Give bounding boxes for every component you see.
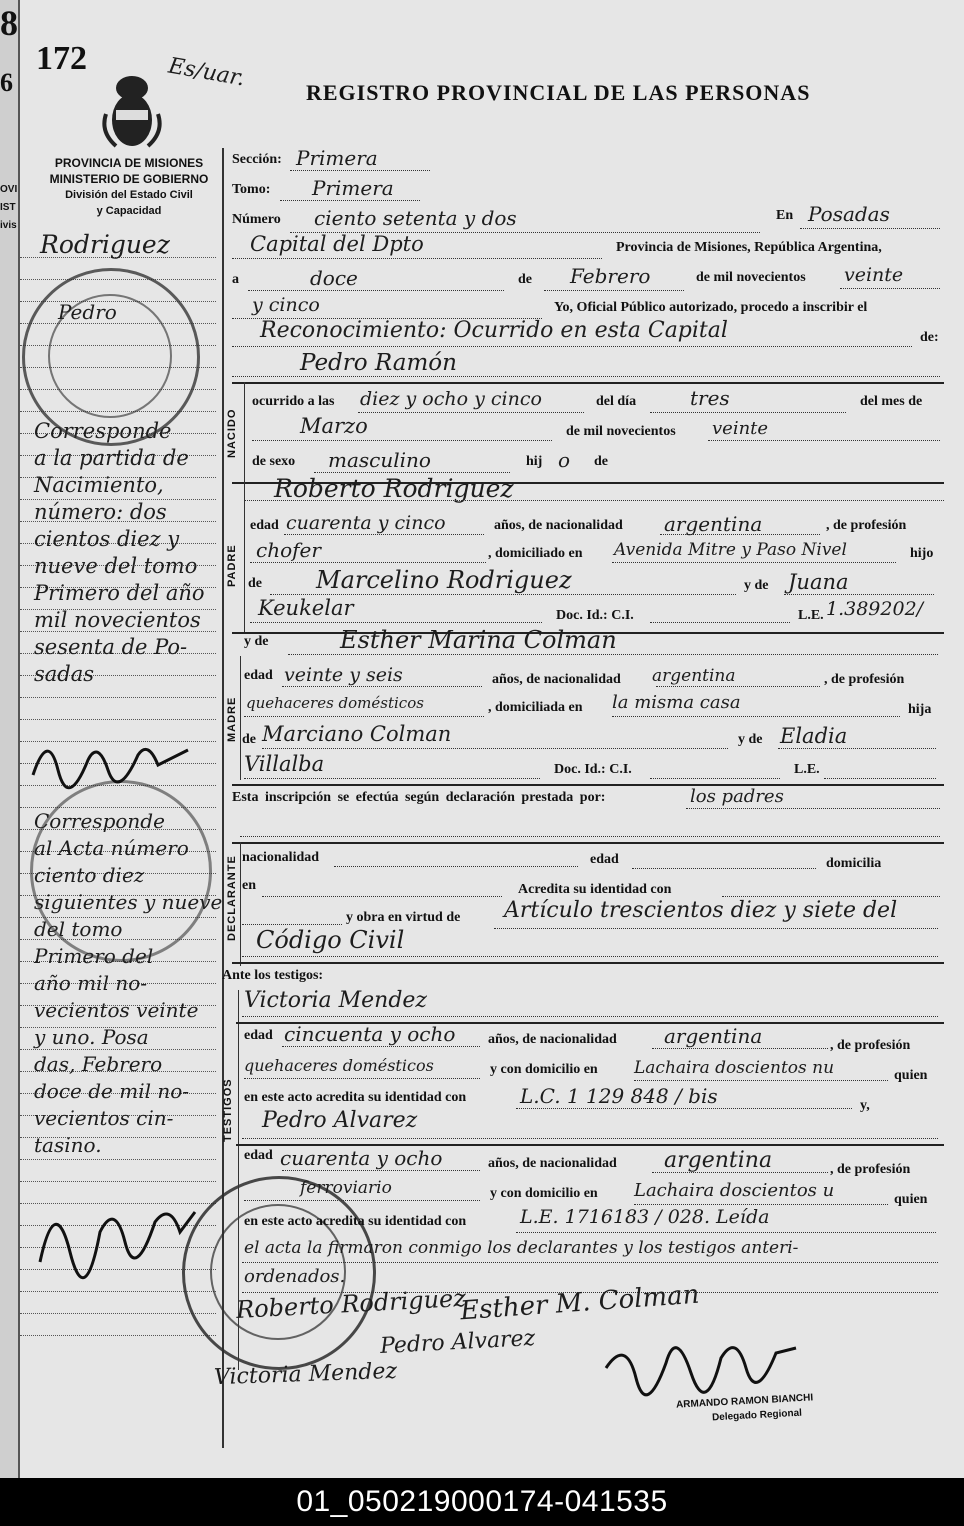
label-y-de: y de xyxy=(744,578,769,593)
annotation-line: nueve del tomo xyxy=(34,554,198,578)
field-line xyxy=(242,1016,938,1017)
value-obra: Artículo trescientos diez y siete del xyxy=(504,898,898,923)
office-line: PROVINCIA DE MISIONES xyxy=(54,156,204,170)
value-reconocimiento: Reconocimiento: Ocurrido en esta Capital xyxy=(260,318,728,343)
label-testigos: Ante los testigos: xyxy=(222,968,324,983)
official-seal-inner xyxy=(48,294,172,418)
field-line xyxy=(250,562,486,563)
value-testigo1-nac: argentina xyxy=(664,1024,763,1048)
value-testigo2-edad: cuarenta y ocho xyxy=(280,1146,443,1170)
annotation-line: año mil no- xyxy=(34,971,147,995)
section-divider xyxy=(240,656,241,780)
label-de2: de xyxy=(594,454,608,469)
section-label-declarante: DECLARANTE xyxy=(226,855,238,941)
value-dia: doce xyxy=(310,266,358,290)
margin-surname: Rodriguez xyxy=(40,230,170,259)
signature-scribble xyxy=(28,720,198,800)
annotation-line: Corresponde xyxy=(34,419,172,443)
annotation-line: vecientos veinte xyxy=(34,998,199,1022)
section-label-madre: MADRE xyxy=(226,696,238,742)
section-rule xyxy=(232,842,944,844)
value-cierre2: ordenados. xyxy=(244,1266,346,1287)
field-line xyxy=(650,622,790,623)
section-divider xyxy=(244,482,245,632)
section-rule xyxy=(232,382,944,384)
label-en-decl: en xyxy=(242,878,256,893)
annotation-line: Corresponde xyxy=(34,809,165,833)
label-nacionalidad-madre: años, de nacionalidad xyxy=(492,672,621,687)
field-line xyxy=(824,778,936,779)
label-hij: hij xyxy=(526,454,543,469)
field-line xyxy=(232,346,912,347)
value-madre-padre: Marciano Colman xyxy=(262,722,452,746)
signature-testigo-1: Victoria Mendez xyxy=(213,1358,398,1391)
label-de: de xyxy=(518,272,532,287)
official-stamp-line: Delegado Regional xyxy=(711,1407,803,1424)
field-line xyxy=(686,808,940,809)
label-prof-t2: , de profesión xyxy=(830,1162,911,1177)
label-profesion: , de profesión xyxy=(826,518,907,533)
label-domicilia: domicilia xyxy=(826,856,882,871)
field-line xyxy=(656,686,820,687)
field-line xyxy=(334,866,578,867)
label-sexo: de sexo xyxy=(252,454,296,469)
label-prof-t1: , de profesión xyxy=(830,1038,911,1053)
field-line xyxy=(784,594,934,595)
field-line xyxy=(800,228,940,229)
office-line: División del Estado Civil xyxy=(65,189,193,201)
value-tomo: Primera xyxy=(312,176,394,200)
document-title: REGISTRO PROVINCIAL DE LAS PERSONAS xyxy=(306,80,811,105)
label-de-madre: de xyxy=(242,732,256,747)
value-hora: diez y ocho y cinco xyxy=(360,388,542,410)
field-line xyxy=(252,440,552,441)
field-line xyxy=(650,778,780,779)
annotation-line: al Acta número xyxy=(34,836,189,860)
value-testigo1-edad: cincuenta y ocho xyxy=(284,1022,456,1046)
field-line xyxy=(290,170,430,171)
field-line xyxy=(494,928,938,929)
field-line xyxy=(242,1138,938,1139)
office-line: y Capacidad xyxy=(96,205,162,217)
label-nacionalidad: años, de nacionalidad xyxy=(494,518,623,533)
annotation-line: tasino. xyxy=(34,1133,102,1157)
value-capital: Capital del Dpto xyxy=(250,232,424,256)
annotation-line: Primero del año xyxy=(34,581,205,605)
annotation-line: número: dos xyxy=(34,500,167,524)
label-yo: Yo, Oficial Público autorizado, procedo a inscribir el xyxy=(554,300,868,315)
coat-of-arms-icon xyxy=(98,70,166,150)
label-edad-t2: edad xyxy=(244,1148,273,1163)
page-number: 172 xyxy=(36,40,87,77)
value-codigo: Código Civil xyxy=(256,926,405,954)
field-line xyxy=(242,956,938,957)
field-line xyxy=(632,868,816,869)
field-line xyxy=(244,778,540,779)
value-testigo2-profesion: ferroviario xyxy=(300,1178,392,1198)
label-de-colon: de: xyxy=(920,330,939,345)
section-label-nacido: NACIDO xyxy=(226,408,238,458)
value-testigo1-doc: L.C. 1 129 848 / bis xyxy=(520,1084,718,1108)
field-line xyxy=(282,1170,480,1171)
field-line xyxy=(544,290,684,291)
signature-madre: Esther M. Colman xyxy=(459,1279,701,1327)
label-hijo: hijo xyxy=(910,546,934,561)
edge-mark: 8 xyxy=(0,3,18,43)
field-line xyxy=(248,290,504,291)
label-nacionalidad-decl: nacionalidad xyxy=(242,850,320,865)
field-line xyxy=(242,1262,938,1263)
value-cierre: el acta la firmaron conmigo los declarantes y los testigos anteri- xyxy=(244,1238,799,1258)
margin-ruled-line xyxy=(20,1313,216,1314)
value-padre-domicilio: Avenida Mitre y Paso Nivel xyxy=(614,540,847,560)
edge-mark: IST xyxy=(0,202,16,213)
value-padre-edad: cuarenta y cinco xyxy=(286,512,446,534)
label-le-madre: L.E. xyxy=(794,762,820,777)
field-line xyxy=(250,622,542,623)
annotation-line: vecientos cin- xyxy=(34,1106,174,1130)
label-del-mes: del mes de xyxy=(860,394,923,409)
annotation-line: sadas xyxy=(34,662,95,686)
field-line xyxy=(634,1204,888,1205)
value-padre-madre: Juana xyxy=(788,570,849,594)
label-edad-madre: edad xyxy=(244,668,273,683)
value-testigo2-nac: argentina xyxy=(664,1148,773,1173)
value-mes: Febrero xyxy=(570,264,651,288)
label-dom-t2: y con domicilio en xyxy=(490,1186,598,1201)
value-madre-profesion: quehaceres domésticos xyxy=(246,694,424,712)
signature-testigo-2: Pedro Alvarez xyxy=(379,1325,536,1360)
value-testigo2-doc: L.E. 1716183 / 028. Leída xyxy=(520,1206,770,1228)
office-line: MINISTERIO DE GOBIERNO xyxy=(49,172,209,186)
label-edad: edad xyxy=(250,518,279,533)
field-line xyxy=(358,412,584,413)
label-a: a xyxy=(232,272,239,287)
field-line xyxy=(244,1078,480,1079)
corner-note: Es/uar. xyxy=(166,53,247,92)
field-line xyxy=(516,1108,852,1109)
label-doc-id: Doc. Id.: C.I. xyxy=(556,608,634,623)
field-line xyxy=(516,1232,936,1233)
label-de-padre: de xyxy=(248,576,262,591)
annotation-line: mil novecientos xyxy=(34,608,201,632)
value-anio-nac: veinte xyxy=(712,418,769,439)
label-y-de-2: y de xyxy=(738,732,763,747)
margin-ruled-line xyxy=(20,1159,216,1160)
label-numero: Número xyxy=(232,212,281,227)
label-quien-t1: quien xyxy=(894,1068,928,1083)
field-line xyxy=(270,594,736,595)
issuing-office xyxy=(36,155,222,219)
official-stamp-line: ARMANDO RAMON BIANCHI xyxy=(675,1392,814,1411)
label-hija: hija xyxy=(908,702,932,717)
field-line xyxy=(612,562,896,563)
field-line xyxy=(634,1080,888,1081)
label-domiciliado: , domiciliado en xyxy=(488,546,583,561)
edge-mark: 6 xyxy=(0,68,13,97)
value-hij: o xyxy=(558,448,571,472)
value-padre-padre: Marcelino Rodriguez xyxy=(316,566,572,594)
label-de-mil-nov: de mil novecientos xyxy=(566,424,676,439)
field-line xyxy=(232,258,602,259)
field-line xyxy=(840,288,940,289)
edge-mark: ivis xyxy=(0,220,17,231)
value-testigo2-nombre: Pedro Alvarez xyxy=(262,1108,418,1133)
field-line xyxy=(284,534,484,535)
image-caption: 01_050219000174-041535 xyxy=(0,1478,964,1526)
annotation-line: Nacimiento, xyxy=(34,473,164,497)
value-dia-nac: tres xyxy=(690,386,730,410)
annotation-line: doce de mil no- xyxy=(34,1079,190,1103)
field-line xyxy=(242,924,342,925)
signature-padre: Roberto Rodriguez xyxy=(235,1284,467,1324)
annotation-line: y uno. Posa xyxy=(34,1025,149,1049)
value-madre-edad: veinte y seis xyxy=(284,664,403,686)
margin-ruled-line xyxy=(20,1335,216,1336)
margin-ruled-line xyxy=(20,697,216,698)
field-line xyxy=(778,748,936,749)
label-acredita-t1: en este acto acredita su identidad con xyxy=(244,1090,467,1105)
label-nac-t2: años, de nacionalidad xyxy=(488,1156,617,1171)
label-del-dia: del día xyxy=(596,394,637,409)
annotation-line: Primero del xyxy=(34,944,154,968)
value-testigo1-profesion: quehaceres domésticos xyxy=(244,1056,434,1075)
annotation-line: del tomo xyxy=(34,917,123,941)
value-madre-domicilio: la misma casa xyxy=(612,692,741,713)
value-nombre: Pedro Ramón xyxy=(300,350,457,376)
margin-annotation-1 xyxy=(34,418,205,688)
value-madre-madre: Eladia xyxy=(780,724,848,748)
value-madre-nombre: Esther Marina Colman xyxy=(340,626,617,654)
value-padre-le: 1.389202/ xyxy=(826,598,924,620)
field-line xyxy=(288,654,938,655)
field-line xyxy=(612,716,900,717)
value-declarante: los padres xyxy=(690,786,784,807)
label-edad-decl: edad xyxy=(590,852,619,867)
field-line xyxy=(280,200,420,201)
label-obra: y obra en virtud de xyxy=(346,910,461,925)
label-edad-t1: edad xyxy=(244,1028,273,1043)
label-profesion-madre: , de profesión xyxy=(824,672,905,687)
label-y-t1: y, xyxy=(860,1098,870,1113)
value-madre-nac: argentina xyxy=(652,666,736,686)
value-padre-nombre: Roberto Rodriguez xyxy=(274,474,514,503)
value-testigo2-domicilio: Lachaira doscientos u xyxy=(634,1180,835,1201)
field-line xyxy=(652,1048,828,1049)
value-madre-madre2: Villalba xyxy=(244,752,325,776)
label-provincia: Provincia de Misiones, República Argentina, xyxy=(616,240,882,255)
label-le: L.E. xyxy=(798,608,824,623)
field-line xyxy=(314,472,510,473)
value-testigo1-domicilio: Lachaira doscientos nu xyxy=(634,1058,835,1078)
field-line xyxy=(722,896,940,897)
edge-mark: OVI xyxy=(0,184,18,195)
section-rule xyxy=(232,962,944,964)
label-en: En xyxy=(776,208,794,223)
field-line xyxy=(650,412,846,413)
value-mes-nac: Marzo xyxy=(300,414,368,438)
label-seccion: Sección: xyxy=(232,152,282,167)
value-padre-madre2: Keukelar xyxy=(258,596,354,620)
field-line xyxy=(262,748,728,749)
section-label-testigos: TESTIGOS xyxy=(222,1078,234,1142)
annotation-line: das, Febrero xyxy=(34,1052,163,1076)
annotation-line: a la partida de xyxy=(34,446,189,470)
value-anio-b: y cinco xyxy=(252,294,320,316)
field-line xyxy=(262,896,502,897)
signature-scribble xyxy=(30,1172,200,1282)
label-y-de-madre: y de xyxy=(244,634,269,649)
field-line xyxy=(282,686,482,687)
label-tomo: Tomo: xyxy=(232,182,271,197)
label-nac-t1: años, de nacionalidad xyxy=(488,1032,617,1047)
field-line xyxy=(240,836,940,837)
label-inscripcion: Esta inscripción se efectúa según declaración prestada por: xyxy=(232,790,606,805)
field-line xyxy=(282,1046,480,1047)
label-ocurrido: ocurrido a las xyxy=(252,394,335,409)
value-padre-nac: argentina xyxy=(664,512,763,536)
label-dom-t1: y con domicilio en xyxy=(490,1062,598,1077)
label-acredita-t2: en este acto acredita su identidad con xyxy=(244,1214,467,1229)
field-line xyxy=(244,500,944,501)
section-divider xyxy=(240,842,241,966)
value-sexo: masculino xyxy=(328,448,431,472)
section-rule xyxy=(232,784,944,786)
field-line xyxy=(708,440,940,441)
value-ciudad: Posadas xyxy=(808,202,890,226)
margin-given-name: Pedro xyxy=(58,300,117,324)
section-label-padre: PADRE xyxy=(226,544,238,588)
field-line xyxy=(244,1200,480,1201)
annotation-line: sesenta de Po- xyxy=(34,635,188,659)
value-numero: ciento setenta y dos xyxy=(314,206,517,230)
label-doc-id-madre: Doc. Id.: C.I. xyxy=(554,762,632,777)
value-padre-profesion: chofer xyxy=(256,538,321,562)
field-line xyxy=(232,376,940,377)
label-quien-t2: quien xyxy=(894,1192,928,1207)
field-line xyxy=(244,716,484,717)
value-seccion: Primera xyxy=(296,146,378,170)
annotation-line: ciento diez xyxy=(34,863,145,887)
annotation-line: cientos diez y xyxy=(34,527,180,551)
official-seal xyxy=(30,780,212,962)
value-anio-a: veinte xyxy=(844,264,904,286)
value-testigo1-nombre: Victoria Mendez xyxy=(244,988,428,1013)
annotation-line: siguientes y nueve xyxy=(34,890,223,914)
section-divider xyxy=(244,382,245,482)
label-acredita: Acredita su identidad con xyxy=(518,882,672,897)
label-mil-novecientos: de mil novecientos xyxy=(696,270,806,285)
label-domiciliada: , domiciliada en xyxy=(488,700,583,715)
